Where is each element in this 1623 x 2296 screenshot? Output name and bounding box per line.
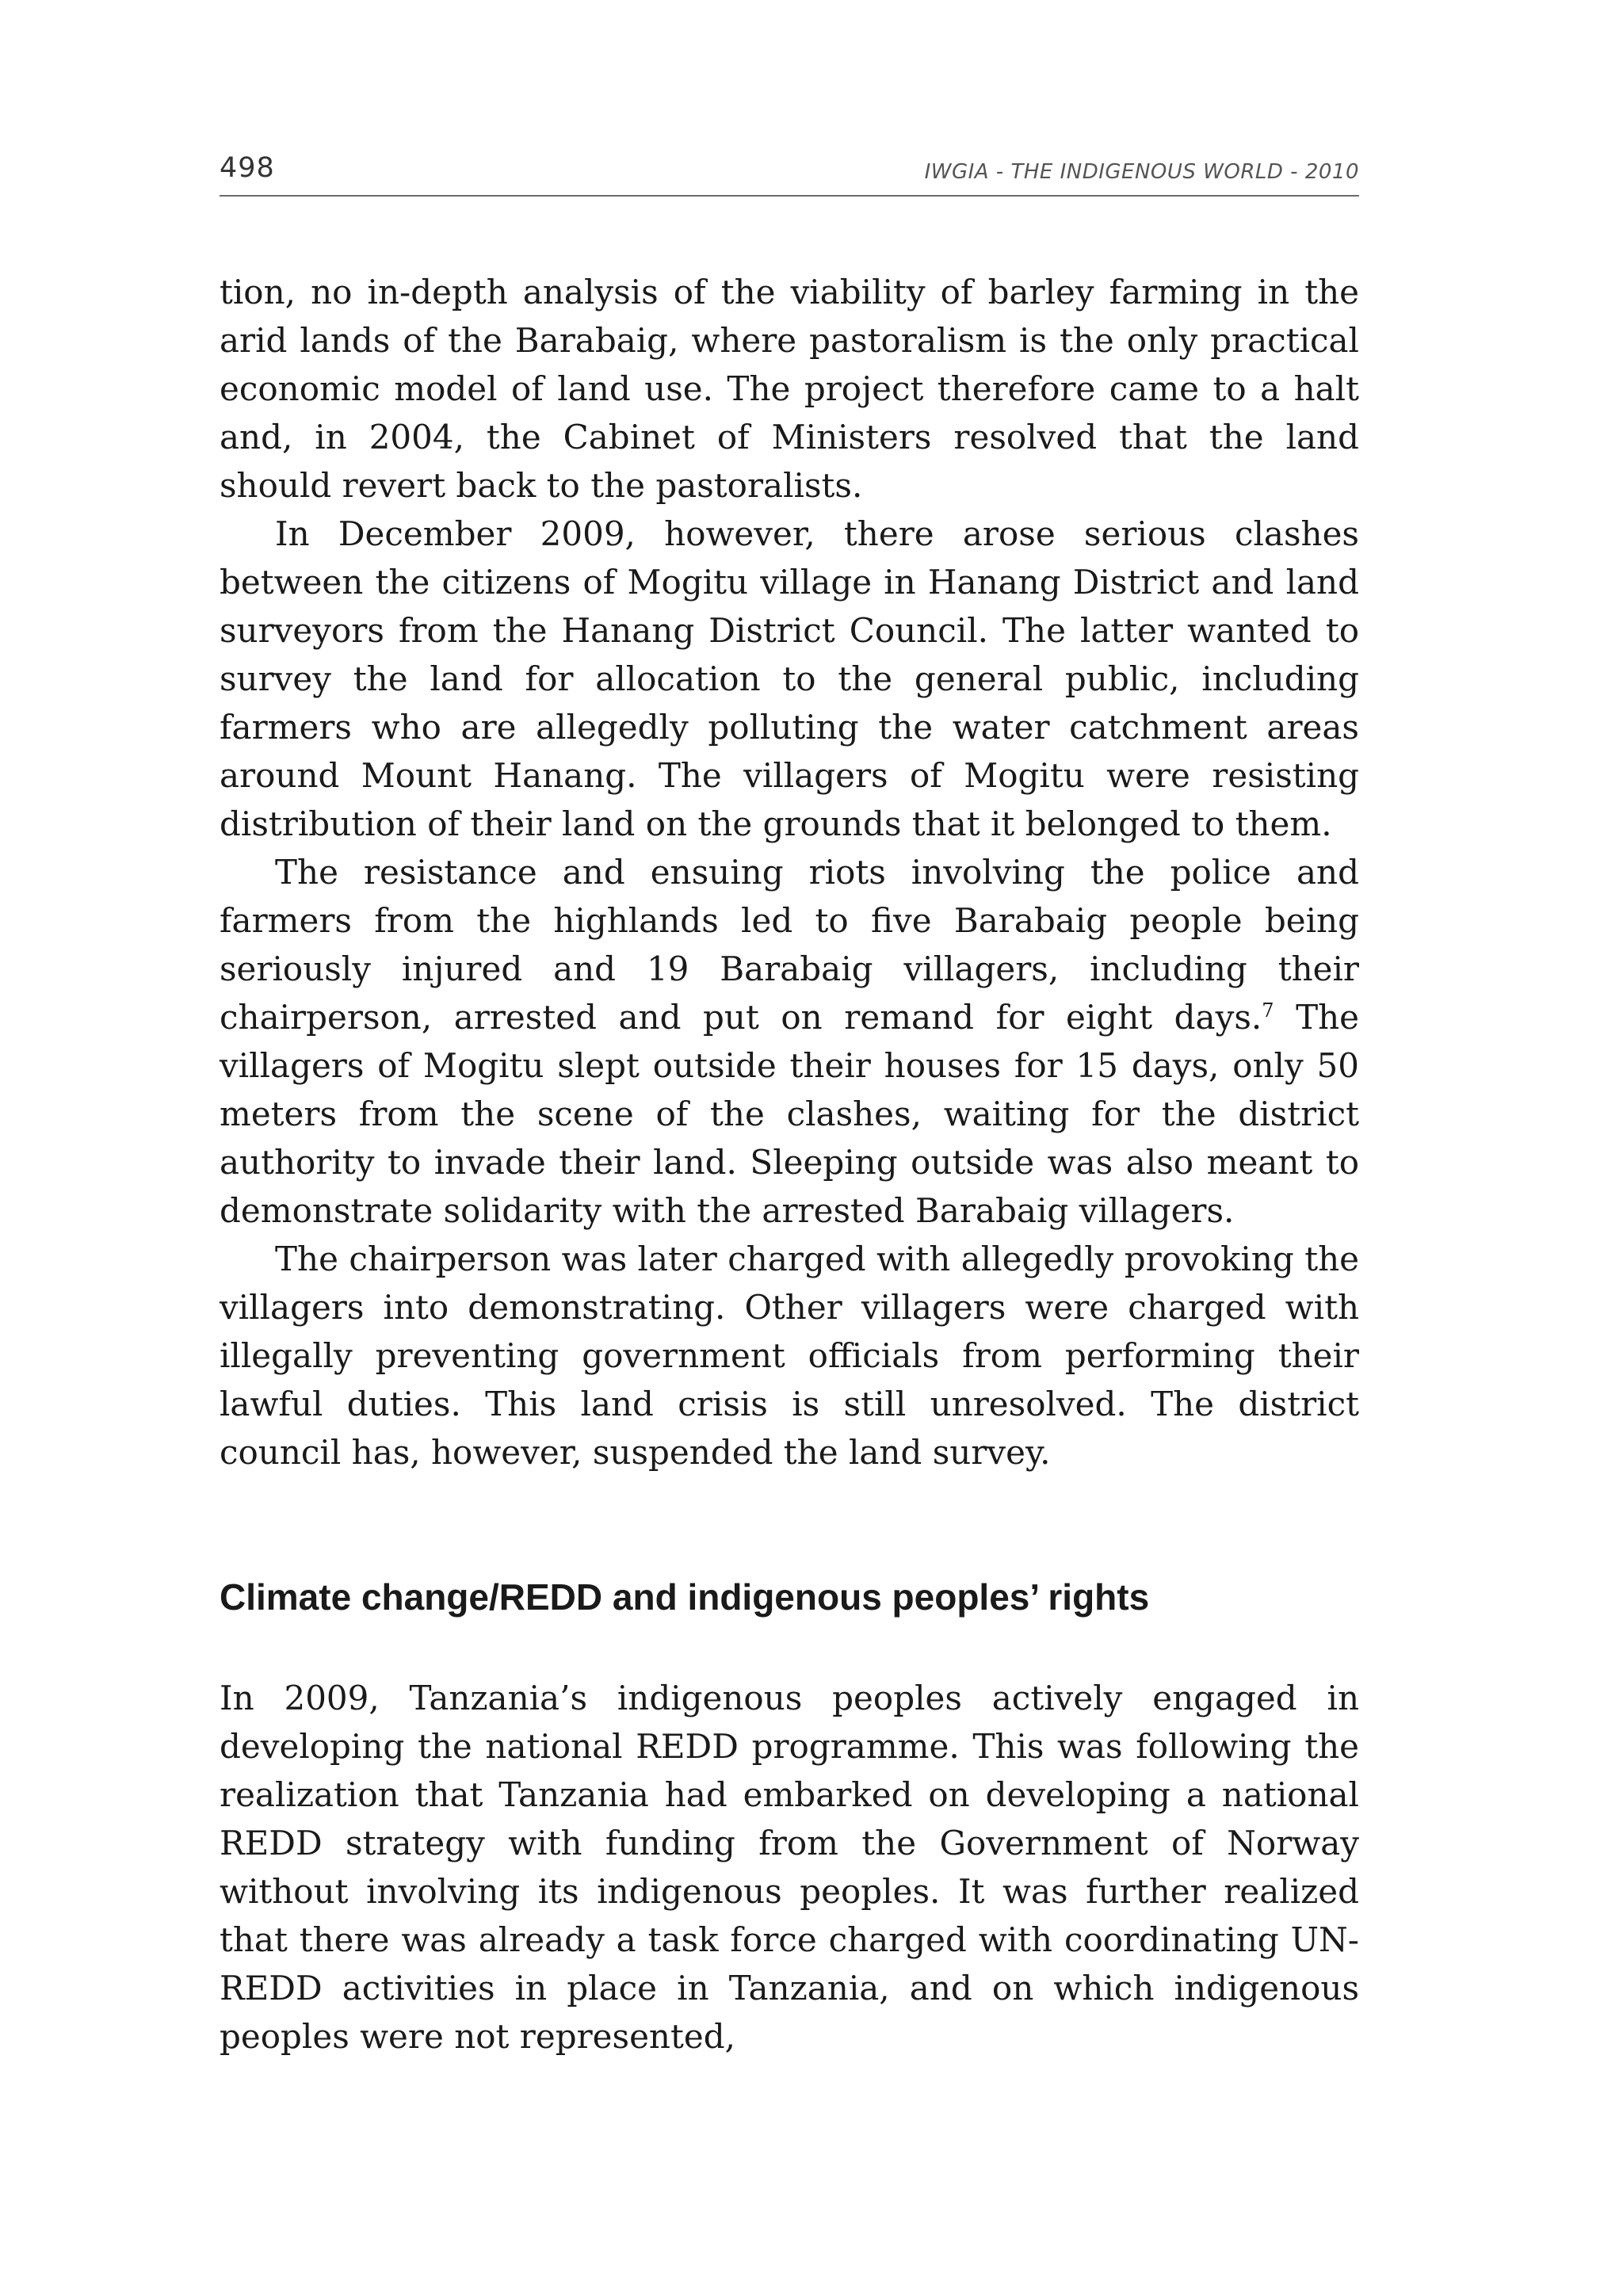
body-text-section-1	[220, 268, 1359, 1477]
paragraph-text: The resistance and ensuing riots involving the police and farmers from the highlands led to five Barabaig people being seriously injured and 19 Barabaig villagers, including their chairperson, arrested and put on remand for eight days.	[220, 853, 1359, 1037]
footnote-marker: 7	[1262, 999, 1274, 1022]
section-heading: Climate change/REDD and indigenous peoples’ rights	[220, 1576, 1150, 1618]
body-text-section-2	[220, 1674, 1359, 2061]
paragraph-redd-engagement: In 2009, Tanzania’s indigenous peoples actively engaged in developing the national REDD programme. This was following the realization that Tanzania had embarked on developing a national REDD strategy with funding from the Government of Norway without involving its indigenous peoples. It was further realized that there was already a task force charged with coordinating UN-REDD activities in place in Tanzania, and on which indigenous peoples were not represented,	[220, 1679, 1359, 2056]
page-number: 498	[220, 152, 275, 184]
paragraph-text: The villagers of Mogitu slept outside their houses for 15 days, only 50 meters from the scene of the clashes, waiting for the district authority to invade their land. Sleeping outside was also meant to demonstrate solidarity with the arrested Barabaig villagers.	[220, 998, 1359, 1230]
paragraph-chairperson-charged: The chairperson was later charged with allegedly provoking the villagers into demonstrating. Other villagers were charged with illegally preventing government officials from performing their lawful duties. This land crisis is still unresolved. The district council has, however, suspended the land survey.	[220, 1240, 1359, 1472]
paragraph-resistance-riots	[220, 848, 1359, 1235]
running-header	[220, 151, 1359, 197]
paragraph-december-clashes: In December 2009, however, there arose serious clashes between the citizens of Mogitu village in Hanang District and land surveyors from the Hanang District Council. The latter wanted to survey the land for allocation to the general public, including farmers who are allegedly polluting the water catchment areas around Mount Hanang. The villagers of Mogitu were resisting distribution of their land on the grounds that it belonged to them.	[220, 514, 1359, 843]
running-title: IWGIA - THE INDIGENOUS WORLD - 2010	[924, 160, 1359, 184]
paragraph-continued: tion, no in-depth analysis of the viability of barley farming in the arid lands of the Barabaig, where pastoralism is the only practical economic model of land use. The project therefore came to a halt and, in 2004, the Cabinet of Ministers resolved that the land should revert back to the pastoralists.	[220, 273, 1359, 505]
